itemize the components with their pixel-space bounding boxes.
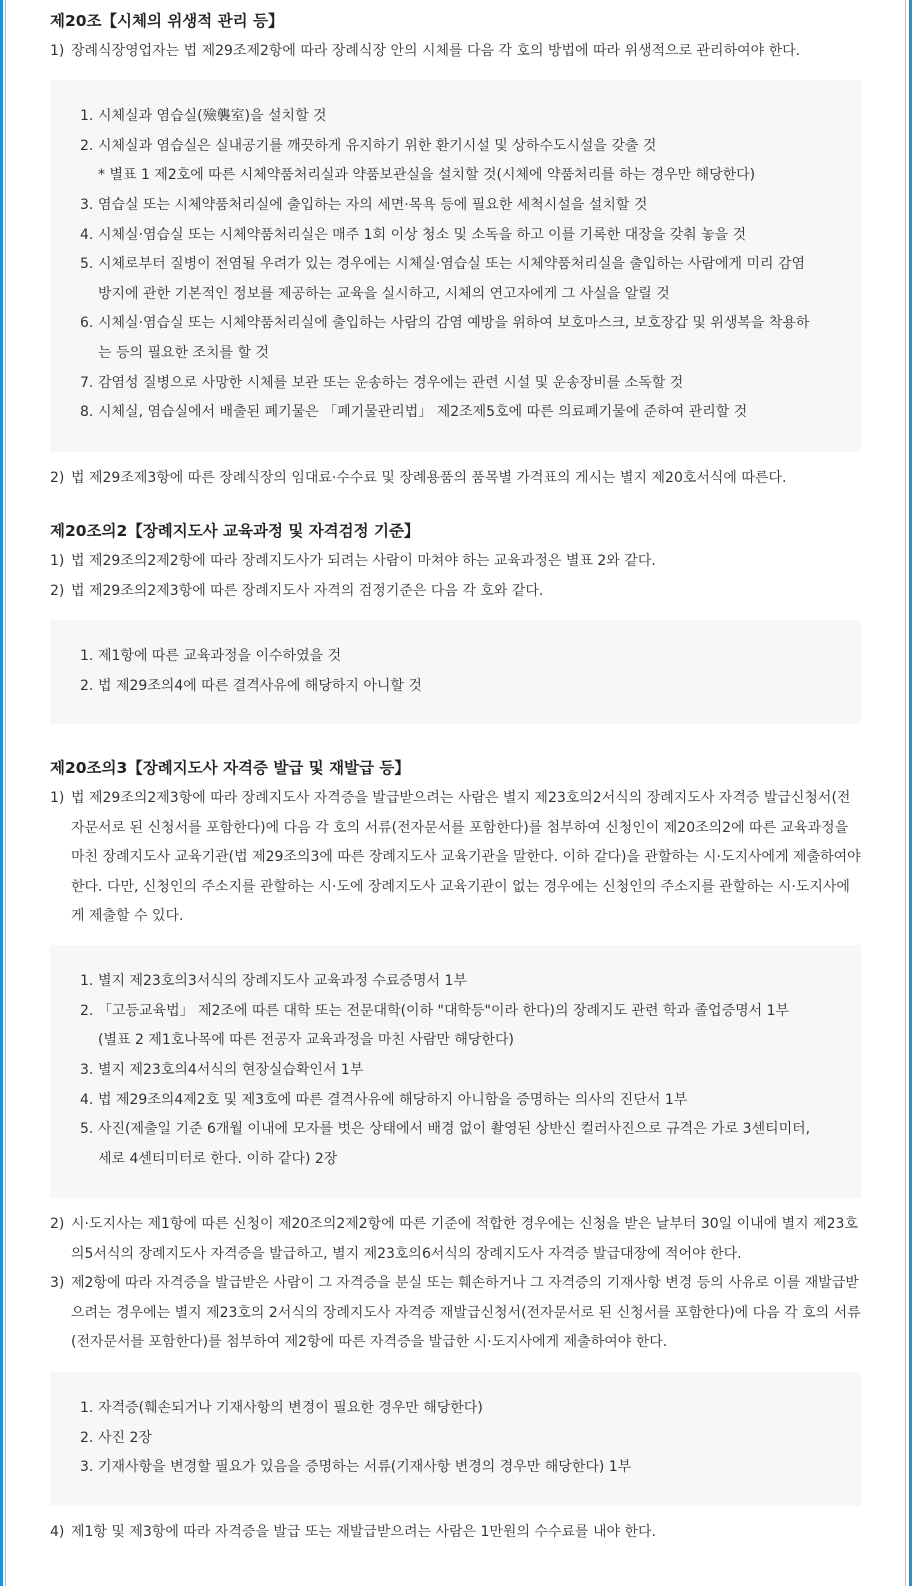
frame-border-left-inner bbox=[5, 0, 6, 1586]
item-text: 별지 제23호의3서식의 장례지도사 교육과정 수료증명서 1부 bbox=[98, 973, 467, 989]
item-number: 2. bbox=[80, 138, 94, 154]
article-20-2-title: 제20조의2【장례지도사 교육과정 및 자격검정 기준】 bbox=[50, 522, 420, 540]
item-text: 시체실, 염습실에서 배출된 폐기물은 「폐기물관리법」 제2조제5호에 따른 의료폐기물에 준하여 관리할 것 bbox=[98, 404, 748, 420]
item-text: 시체실과 염습실(殮襲室)을 설치할 것 bbox=[98, 108, 327, 124]
item-number: 2. bbox=[80, 678, 94, 694]
list-item bbox=[50, 1424, 820, 1454]
article-20-3-paragraph-4 bbox=[50, 1518, 861, 1548]
item-text: 염습실 또는 시체약품처리실에 출입하는 자의 세면·목욕 등에 필요한 세척시설을 설치할 것 bbox=[98, 197, 648, 213]
item-number: 1. bbox=[80, 648, 94, 664]
paragraph-number: 1) bbox=[50, 43, 65, 59]
item-text: 시체로부터 질병이 전염될 우려가 있는 경우에는 시체실·염습실 또는 시체약품처리실을 출입하는 사람에게 미리 감염 방지에 관한 기본적인 정보를 제공하는 교육을 실시하고, 시체의 연고자에게 그 사실을 알릴 것 bbox=[98, 256, 806, 302]
item-text: 법 제29조의4제2호 및 제3호에 따른 결격사유에 해당하지 아니함을 증명하는 의사의 진단서 1부 bbox=[98, 1092, 688, 1108]
article-20-3-items-box-2 bbox=[50, 1372, 861, 1506]
frame-border-right-inner bbox=[905, 0, 906, 1586]
article-20-2-paragraph-1 bbox=[50, 547, 861, 577]
list-item bbox=[50, 102, 820, 132]
article-20-2-items-box bbox=[50, 620, 861, 724]
list-item bbox=[50, 642, 820, 672]
article-20-3-paragraph-3 bbox=[50, 1269, 861, 1358]
item-number: 5. bbox=[80, 1121, 94, 1137]
list-item bbox=[50, 1453, 820, 1483]
paragraph-text: 법 제29조제3항에 따른 장례식장의 임대료·수수료 및 장례용품의 품목별 가격표의 게시는 별지 제20호서식에 따른다. bbox=[71, 470, 787, 486]
item-text: 자격증(훼손되거나 기재사항의 변경이 필요한 경우만 해당한다) bbox=[98, 1400, 483, 1416]
list-item bbox=[50, 1086, 820, 1116]
item-number: 2. bbox=[80, 1430, 94, 1446]
paragraph-number: 3) bbox=[50, 1275, 65, 1291]
article-20-3-title: 제20조의3【장례지도사 자격증 발급 및 재발급 등】 bbox=[50, 759, 410, 777]
paragraph-number: 1) bbox=[50, 553, 65, 569]
paragraph-number: 4) bbox=[50, 1524, 65, 1540]
item-text: 별지 제23호의4서식의 현장실습확인서 1부 bbox=[98, 1062, 364, 1078]
item-text: 「고등교육법」 제2조에 따른 대학 또는 전문대학(이하 "대학등"이라 한다)의 장례지도 관련 학과 졸업증명서 1부 bbox=[98, 1003, 790, 1019]
paragraph-number: 2) bbox=[50, 470, 65, 486]
paragraph-text: 법 제29조의2제3항에 따라 장례지도사 자격증을 발급받으려는 사람은 별지 제23호의2서식의 장례지도사 자격증 발급신청서(전자문서로 된 신청서를 포함한다)에 다음 각 호의 서류(전자문서를 포함한다)를 첨부하여 신청인이 제20조의2에 따른 교육과정을 마친 장례지도사 교육기관(법 제29조의3에 따른 장례지도사 교육기관을 말한다. 이하 같다)을 관할하는 시·도지사에게 제출하여야 한다. 다만, 신청인의 주소지를 관할하는 시·도에 장례지도사 교육기관이 없는 경우에는 신청인의 주소지를 관할하는 시·도지사에게 제출할 수 있다. bbox=[71, 790, 861, 924]
item-text: 제1항에 따른 교육과정을 이수하였을 것 bbox=[98, 648, 342, 664]
item-text: 시체실과 염습실은 실내공기를 깨끗하게 유지하기 위한 환기시설 및 상하수도시설을 갖출 것 bbox=[98, 138, 657, 154]
paragraph-text: 시·도지사는 제1항에 따른 신청이 제20조의2제2항에 따른 기준에 적합한 경우에는 신청을 받은 날부터 30일 이내에 별지 제23호의5서식의 장례지도사 자격증을 발급하고, 별지 제23호의6서식의 장례지도사 자격증 발급대장에 적어야 한다. bbox=[71, 1216, 858, 1262]
paragraph-number: 1) bbox=[50, 790, 65, 806]
paragraph-number: 2) bbox=[50, 1216, 65, 1232]
item-number: 7. bbox=[80, 375, 94, 391]
item-number: 3. bbox=[80, 1459, 94, 1475]
article-20-3-paragraph-1 bbox=[50, 784, 861, 932]
list-item bbox=[50, 221, 820, 251]
article-20-items-box bbox=[50, 80, 861, 452]
list-item-note bbox=[50, 161, 820, 191]
list-item bbox=[50, 672, 820, 702]
item-text: 시체실·염습실 또는 시체약품처리실은 매주 1회 이상 청소 및 소독을 하고 이를 기록한 대장을 갖춰 놓을 것 bbox=[98, 227, 747, 243]
list-item bbox=[50, 309, 820, 368]
list-item bbox=[50, 1394, 820, 1424]
article-20-paragraph-1 bbox=[50, 37, 861, 67]
item-text: 법 제29조의4에 따른 결격사유에 해당하지 아니할 것 bbox=[98, 678, 422, 694]
item-number: 3. bbox=[80, 197, 94, 213]
item-text: 사진 2장 bbox=[98, 1430, 152, 1446]
article-20-2-paragraph-2 bbox=[50, 577, 861, 607]
item-number: 1. bbox=[80, 973, 94, 989]
item-number: 5. bbox=[80, 256, 94, 272]
list-item-note bbox=[50, 1026, 820, 1056]
article-20-3-items-box-1 bbox=[50, 945, 861, 1198]
item-number: 3. bbox=[80, 1062, 94, 1078]
item-text: 시체실·염습실 또는 시체약품처리실에 출입하는 사람의 감염 예방을 위하여 보호마스크, 보호장갑 및 위생복을 착용하는 등의 필요한 조치를 할 것 bbox=[98, 315, 810, 361]
list-item bbox=[50, 191, 820, 221]
list-item bbox=[50, 132, 820, 162]
frame-border-right bbox=[909, 0, 912, 1586]
paragraph-number: 2) bbox=[50, 583, 65, 599]
list-item bbox=[50, 398, 820, 428]
article-20-paragraph-2 bbox=[50, 464, 861, 494]
item-text: 사진(제출일 기준 6개월 이내에 모자를 벗은 상태에서 배경 없이 촬영된 상반신 컬러사진으로 규격은 가로 3센티미터, 세로 4센티미터로 한다. 이하 같다) 2장 bbox=[98, 1121, 811, 1167]
article-20-title: 제20조【시체의 위생적 관리 등】 bbox=[50, 12, 284, 30]
item-number: 4. bbox=[80, 227, 94, 243]
paragraph-text: 법 제29조의2제3항에 따른 장례지도사 자격의 검정기준은 다음 각 호와 같다. bbox=[71, 583, 544, 599]
list-item bbox=[50, 1056, 820, 1086]
item-number: 4. bbox=[80, 1092, 94, 1108]
paragraph-text: 제1항 및 제3항에 따라 자격증을 발급 또는 재발급받으려는 사람은 1만원의 수수료를 내야 한다. bbox=[71, 1524, 656, 1540]
list-item bbox=[50, 1115, 820, 1174]
item-number: 1. bbox=[80, 108, 94, 124]
item-text: 감염성 질병으로 사망한 시체를 보관 또는 운송하는 경우에는 관련 시설 및 운송장비를 소독할 것 bbox=[98, 375, 684, 391]
item-number: 2. bbox=[80, 1003, 94, 1019]
list-item bbox=[50, 997, 820, 1027]
list-item bbox=[50, 967, 820, 997]
list-item bbox=[50, 250, 820, 309]
article-20-3-paragraph-2 bbox=[50, 1210, 861, 1269]
list-item bbox=[50, 369, 820, 399]
paragraph-text: 제2항에 따라 자격증을 발급받은 사람이 그 자격증을 분실 또는 훼손하거나 그 자격증의 기재사항 변경 등의 사유로 이를 재발급받으려는 경우에는 별지 제23호의 2서식의 장례지도사 자격증 재발급신청서(전자문서로 된 신청서를 포함한다)에 다음 각 호의 서류(전자문서를 포함한다)를 첨부하여 제2항에 따른 자격증을 발급한 시·도지사에게 제출하여야 한다. bbox=[71, 1275, 861, 1350]
paragraph-text: 장례식장영업자는 법 제29조제2항에 따라 장례식장 안의 시체를 다음 각 호의 방법에 따라 위생적으로 관리하여야 한다. bbox=[71, 43, 801, 59]
item-number: 1. bbox=[80, 1400, 94, 1416]
paragraph-text: 법 제29조의2제2항에 따라 장례지도사가 되려는 사람이 마쳐야 하는 교육과정은 별표 2와 같다. bbox=[71, 553, 656, 569]
item-number: 6. bbox=[80, 315, 94, 331]
item-text: * 별표 1 제2호에 따른 시체약품처리실과 약품보관실을 설치할 것(시체에 약품처리를 하는 경우만 해당한다) bbox=[98, 167, 756, 183]
item-text: (별표 2 제1호나목에 따른 전공자 교육과정을 마친 사람만 해당한다) bbox=[98, 1032, 514, 1048]
frame-border-left bbox=[0, 0, 3, 1586]
item-number: 8. bbox=[80, 404, 94, 420]
item-text: 기재사항을 변경할 필요가 있음을 증명하는 서류(기재사항 변경의 경우만 해당한다) 1부 bbox=[98, 1459, 632, 1475]
